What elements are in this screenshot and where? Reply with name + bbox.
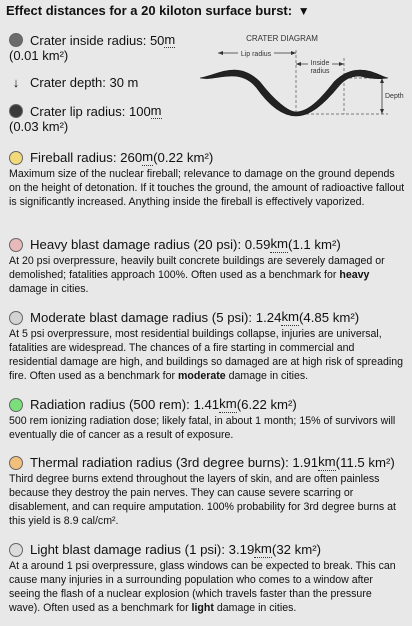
- effect-description: Maximum size of the nuclear fireball; relevance to damage on the ground depends on the height of detonation. If it touches the ground, the amount of radioactive fallout is significantly increased. Anything inside the fireball is effectively vaporized.: [9, 168, 405, 208]
- effect-title: Heavy blast damage radius (20 psi): 0.59: [30, 236, 271, 252]
- unit-toggle[interactable]: km: [254, 541, 272, 556]
- effect-title: Radiation radius (500 rem): 1.41: [30, 396, 220, 412]
- depth-label: Depth: [385, 93, 404, 100]
- effect-area: (6.22 km²): [236, 396, 297, 412]
- effect-area: (11.5 km²): [335, 454, 395, 470]
- inside-radius-label-1: Inside: [310, 60, 330, 67]
- effect-description: 500 rem ionizing radiation dose; likely fatal, in about 1 month; 15% of survivors will eventually die of cancer as a result of exposure.: [9, 415, 396, 441]
- inside-radius-label-2: radius: [310, 68, 330, 75]
- thermal-circle-icon[interactable]: [9, 456, 23, 470]
- dark-gray-circle-icon: [9, 33, 23, 47]
- effect-area: (4.85 km²): [299, 309, 360, 325]
- radiation-circle-icon[interactable]: [9, 398, 23, 412]
- crater-diagram: [198, 30, 406, 130]
- heavy-blast-circle-icon[interactable]: [9, 238, 23, 252]
- effects-header[interactable]: [6, 3, 310, 19]
- effect-radiation: [9, 396, 405, 442]
- diagram-title: CRATER DIAGRAM: [246, 34, 318, 43]
- unit-toggle[interactable]: km: [270, 236, 289, 251]
- effect-title: Thermal radiation radius (3rd degree burns): 1.91: [30, 454, 319, 470]
- crater-lip-area: (0.03 km²): [9, 119, 69, 134]
- unit-toggle[interactable]: km: [281, 309, 300, 324]
- unit-toggle[interactable]: km: [318, 454, 336, 469]
- fireball-circle-icon[interactable]: [9, 151, 23, 165]
- unit-toggle[interactable]: km: [219, 396, 237, 411]
- black-circle-icon: [9, 104, 23, 118]
- effect-heavy-blast: [9, 236, 405, 296]
- crater-lip-label: Crater lip radius: 100: [30, 103, 151, 119]
- effect-light-blast: [9, 541, 405, 615]
- unit-toggle[interactable]: m: [142, 149, 154, 164]
- collapse-triangle-icon[interactable]: ▼: [297, 4, 310, 18]
- effect-area: (32 km²): [271, 541, 322, 557]
- effect-fireball: [9, 149, 405, 209]
- crater-inside-area: (0.01 km²): [9, 48, 69, 63]
- moderate-blast-circle-icon[interactable]: [9, 311, 23, 325]
- crater-inside-radius: [9, 32, 175, 63]
- effect-thermal-radiation: [9, 454, 405, 528]
- crater-depth: [9, 75, 138, 90]
- light-blast-circle-icon[interactable]: [9, 543, 23, 557]
- effect-title: Light blast damage radius (1 psi): 3.19: [30, 541, 255, 557]
- unit-toggle[interactable]: m: [150, 103, 162, 118]
- crater-inside-label: Crater inside radius: 50: [30, 32, 165, 48]
- crater-lip-radius: [9, 103, 162, 134]
- effect-description: Third degree burns extend throughout the layers of skin, and are often painless because they destroy the pain nerves. They can cause severe scarring or disablement, and can require amputation. 100% probability for 3rd degree burns at this yield is 8.9 cal/cm².: [9, 473, 396, 527]
- unit-toggle[interactable]: m: [164, 32, 176, 47]
- crater-depth-label: Crater depth: 30 m: [30, 75, 139, 90]
- effect-description: At 20 psi overpressure, heavily built concrete buildings are severely damaged or demolished; fatalities approach 100%. Often used as a benchmark for heavy damage in cities.: [9, 255, 385, 295]
- effect-description: At 5 psi overpressure, most residential buildings collapse, injuries are universal, fatalities are widespread. The chances of a fire starting in commercial and residential damage are high, and buildings so damaged are at high risk of spreading fire. Often used as a benchmark for moderate damage in cities.: [9, 328, 403, 382]
- effect-title: Fireball radius: 260: [30, 149, 143, 165]
- effect-area: (0.22 km²): [153, 149, 214, 165]
- effect-description: At a around 1 psi overpressure, glass windows can be expected to break. This can cause many injuries in a surrounding population who comes to a window after seeing the flash of a nuclear explosion (which travels faster than the pressure wave). Often used as a benchmark for light damage in cities.: [9, 560, 396, 614]
- effect-title: Moderate blast damage radius (5 psi): 1.24: [30, 309, 282, 325]
- header-title: Effect distances for a 20 kiloton surface burst:: [6, 3, 293, 18]
- effect-moderate-blast: [9, 309, 405, 383]
- effect-area: (1.1 km²): [288, 236, 341, 252]
- lip-radius-label: Lip radius: [240, 51, 272, 58]
- down-arrow-icon: ↓: [12, 75, 20, 90]
